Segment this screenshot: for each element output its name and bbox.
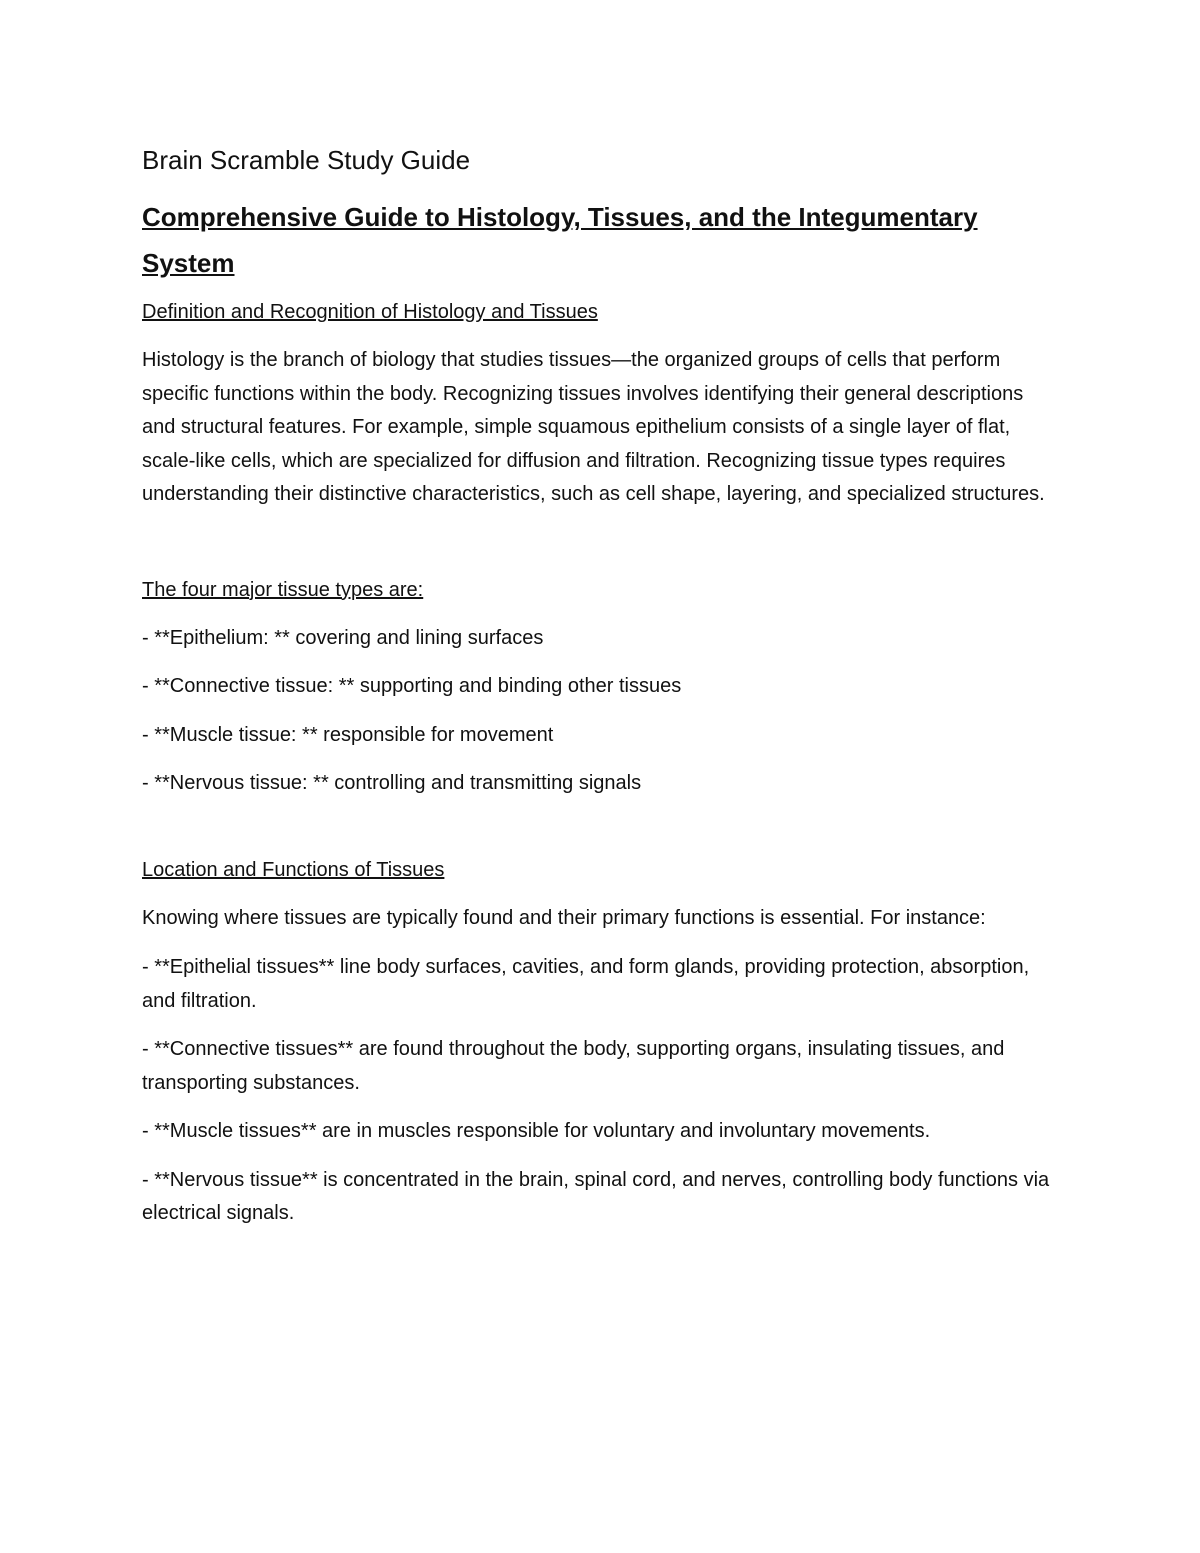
section-heading-location: Location and Functions of Tissues [142, 858, 445, 881]
list-item: - **Nervous tissue: ** controlling and transmitting signals [142, 772, 642, 794]
main-heading: Comprehensive Guide to Histology, Tissues, and the Integumentary System [142, 202, 978, 278]
list-item: - **Muscle tissues** are in muscles responsible for voluntary and involuntary movements. [142, 1120, 931, 1142]
list-item: - **Epithelium: ** covering and lining surfaces [142, 626, 544, 649]
document-content [142, 140, 1057, 1246]
list-item: - **Connective tissues** are found throughout the body, supporting organs, insulating tissues, and transporting substances. [142, 1038, 1005, 1094]
section-heading-definition: Definition and Recognition of Histology and Tissues [142, 301, 598, 323]
spacer [142, 528, 1057, 576]
list-item: - **Epithelial tissues** line body surfaces, cavities, and form glands, providing protection, absorption, and filtration. [142, 956, 1030, 1012]
list-item: - **Nervous tissue** is concentrated in the brain, spinal cord, and nerves, controlling body functions via electrical signals. [142, 1168, 1050, 1224]
section-paragraph-location: Knowing where tissues are typically found and their primary functions is essential. For instance: [142, 906, 986, 929]
list-item: - **Connective tissue: ** supporting and binding other tissues [142, 675, 682, 697]
spacer [142, 816, 1057, 856]
document-title: Brain Scramble Study Guide [142, 145, 471, 175]
section-paragraph-definition: Histology is the branch of biology that studies tissues—the organized groups of cells that perform specific functions within the body. Recognizing tissues involves identifying their general descriptions and structural features. For example, simple squamous epithelium consists of a single layer of flat, scale-like cells, which are specialized for diffusion and filtration. Recognizing tissue types requires understanding their distinctive characteristics, such as cell shape, layering, and specialized structures. [142, 349, 1045, 505]
section-heading-tissue-types: The four major tissue types are: [142, 578, 424, 601]
list-item: - **Muscle tissue: ** responsible for movement [142, 723, 554, 746]
